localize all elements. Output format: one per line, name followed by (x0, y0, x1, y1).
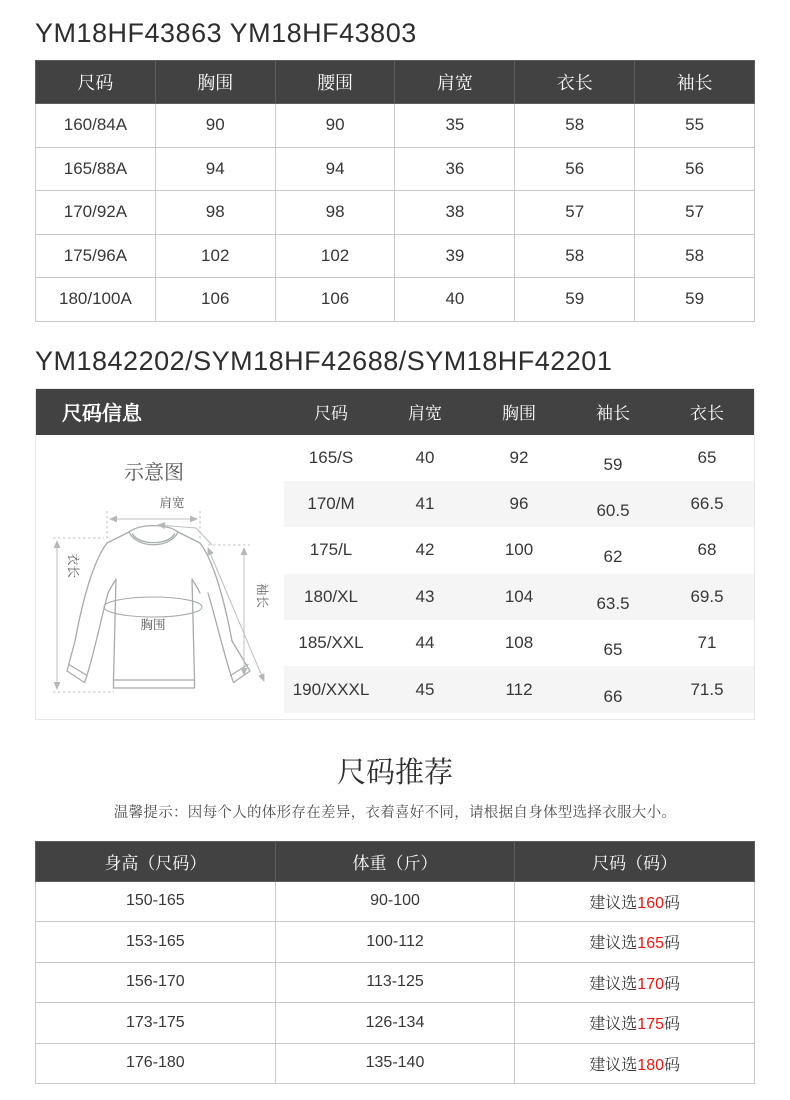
measurement-cell: 98 (275, 191, 395, 235)
table-row (36, 922, 755, 963)
recommendation-prefix: 建议选 (589, 975, 638, 993)
weight-range-cell: 135-140 (275, 1043, 515, 1084)
column-header: 腰围 (275, 61, 395, 104)
measurement-cell: 59 (603, 454, 623, 474)
product-codes-title-1: YM18HF43863 YM18HF43803 (35, 18, 417, 48)
recommendation-suffix: 码 (664, 1056, 681, 1074)
product-codes-title-2: YM1842202/SYM18HF42688/SYM18HF42201 (35, 345, 613, 376)
sleeve-length-label: 袖长 (255, 582, 269, 608)
column-header: 胸围 (155, 61, 275, 104)
column-header: 身高（尺码） (36, 841, 276, 881)
size-cell: 185/XXL (298, 633, 364, 653)
measurement-cell: 106 (155, 278, 275, 322)
measurement-cell: 40 (395, 278, 515, 322)
measurement-cell: 94 (275, 147, 395, 191)
recommendation-suffix: 码 (664, 935, 681, 953)
measurement-cell: 38 (395, 191, 515, 235)
column-header: 袖长 (596, 404, 630, 423)
recommended-size-cell (515, 881, 755, 922)
recommended-size-cell (515, 962, 755, 1003)
table-row (36, 1003, 755, 1044)
weight-range-cell: 126-134 (275, 1003, 515, 1044)
table-row (284, 620, 754, 666)
column-header: 体重（斤） (275, 841, 515, 881)
size-cell: 160/84A (36, 104, 156, 148)
measurement-cell: 68 (697, 540, 717, 560)
measurement-cell: 59 (515, 278, 635, 322)
measurement-cell: 96 (509, 494, 529, 514)
table-row (36, 147, 755, 191)
table-row (284, 435, 754, 481)
measurement-cell: 102 (155, 234, 275, 278)
measurement-cell: 42 (415, 540, 435, 560)
height-range-cell: 156-170 (36, 962, 276, 1003)
weight-range-cell: 100-112 (275, 922, 515, 963)
measurement-cell: 94 (155, 147, 275, 191)
measurement-cell: 71 (697, 633, 717, 653)
measurement-cell: 71.5 (690, 679, 724, 699)
measurement-cell: 90 (275, 104, 395, 148)
recommendation-prefix: 建议选 (589, 1056, 638, 1074)
height-range-cell: 176-180 (36, 1043, 276, 1084)
size-info-corner-label: 尺码信息 (62, 403, 142, 425)
height-range-cell: 153-165 (36, 922, 276, 963)
recommended-size-cell (515, 1043, 755, 1084)
measurement-cell: 43 (415, 586, 435, 606)
measurement-cell: 45 (415, 679, 435, 699)
table-row (36, 962, 755, 1003)
weight-range-cell: 113-125 (275, 962, 515, 1003)
size-cell: 175/L (309, 540, 353, 560)
measurement-cell: 41 (415, 494, 435, 514)
table-row (284, 527, 754, 573)
recommendation-prefix: 建议选 (589, 935, 638, 953)
table-row (36, 1043, 755, 1084)
measurement-cell: 106 (275, 278, 395, 322)
size-cell: 170/92A (36, 191, 156, 235)
measurement-cell: 55 (635, 104, 755, 148)
column-header: 胸围 (502, 404, 536, 423)
size-cell: 190/XXXL (292, 679, 370, 699)
size-cell: 180/100A (36, 278, 156, 322)
table-row (36, 278, 755, 322)
measurement-cell: 63.5 (596, 593, 630, 613)
column-header: 尺码 (314, 404, 348, 423)
height-range-cell: 150-165 (36, 881, 276, 922)
weight-range-cell: 90-100 (275, 881, 515, 922)
measurement-cell: 56 (515, 147, 635, 191)
recommended-size-value: 160 (637, 894, 664, 912)
table-row (36, 191, 755, 235)
recommended-size-cell (515, 1003, 755, 1044)
measurement-cell: 104 (504, 586, 534, 606)
table-row (284, 574, 754, 620)
size-cell: 170/M (307, 494, 355, 514)
size-recommendation-title: 尺码推荐 (336, 756, 453, 789)
measurement-cell: 35 (395, 104, 515, 148)
size-chart-page (0, 18, 790, 1084)
size-cell: 175/96A (36, 234, 156, 278)
shirt-diagram-illustration (36, 435, 284, 714)
column-header: 衣长 (690, 404, 724, 423)
column-header: 肩宽 (395, 61, 515, 104)
column-header: 衣长 (515, 61, 635, 104)
table-row (36, 881, 755, 922)
measurement-cell: 58 (515, 104, 635, 148)
column-header: 尺码 (36, 61, 156, 104)
recommendation-suffix: 码 (664, 1016, 681, 1034)
table-row (284, 666, 754, 712)
measurement-cell: 36 (395, 147, 515, 191)
size-cell: 180/XL (304, 586, 358, 606)
measurement-cell: 39 (395, 234, 515, 278)
recommendation-suffix: 码 (664, 975, 681, 993)
column-header: 袖长 (635, 61, 755, 104)
measurement-cell: 102 (275, 234, 395, 278)
shoulder-width-label: 肩宽 (159, 495, 185, 510)
measurement-cell: 58 (635, 234, 755, 278)
measurement-cell: 40 (415, 447, 435, 467)
table-row (36, 104, 755, 148)
measurement-cell: 100 (504, 540, 534, 560)
recommended-size-cell (515, 922, 755, 963)
column-header: 尺码（码） (515, 841, 755, 881)
measurement-cell: 65 (603, 640, 623, 660)
garment-length-label: 衣长 (66, 552, 80, 578)
measurement-cell: 57 (515, 191, 635, 235)
recommendation-prefix: 建议选 (589, 894, 638, 912)
measurement-cell: 90 (155, 104, 275, 148)
recommended-size-value: 165 (637, 935, 664, 953)
measurement-cell: 92 (509, 447, 529, 467)
diagram-title: 示意图 (124, 461, 184, 484)
recommended-size-value: 180 (637, 1056, 664, 1074)
garment-measure-diagram (36, 435, 284, 719)
height-range-cell: 173-175 (36, 1003, 276, 1044)
size-recommendation-table (35, 841, 755, 1085)
measurement-cell: 59 (635, 278, 755, 322)
size-recommendation-tip: 温馨提示：因每个人的体形存在差异，衣着喜好不同，请根据自身体型选择衣服大小。 (113, 804, 677, 821)
measurement-cell: 58 (515, 234, 635, 278)
size-table-1-header-row (36, 61, 755, 104)
measurement-cell: 69.5 (690, 586, 724, 606)
shirt-outline (67, 525, 250, 687)
recommendation-header-row (36, 841, 755, 881)
measure-guides (53, 511, 264, 692)
measurement-cell: 57 (635, 191, 755, 235)
column-header: 肩宽 (408, 404, 442, 423)
table-row (284, 481, 754, 527)
recommended-size-value: 175 (637, 1016, 664, 1034)
measurement-cell: 98 (155, 191, 275, 235)
measurement-cell: 44 (415, 633, 435, 653)
size-table-1 (35, 60, 755, 322)
measurement-cell: 62 (603, 547, 623, 567)
measurement-cell: 65 (697, 447, 717, 467)
size-info-table (35, 388, 755, 720)
measurement-cell: 108 (504, 633, 534, 653)
recommended-size-value: 170 (637, 975, 664, 993)
recommendation-prefix: 建议选 (589, 1016, 638, 1034)
measurement-cell: 60.5 (596, 501, 630, 521)
measurement-cell: 56 (635, 147, 755, 191)
table-row (36, 234, 755, 278)
size-cell: 165/S (308, 447, 354, 467)
measurement-cell: 66.5 (690, 494, 724, 514)
recommendation-suffix: 码 (664, 894, 681, 912)
chest-label: 胸围 (140, 617, 166, 632)
measurement-cell: 112 (505, 679, 533, 699)
size-cell: 165/88A (36, 147, 156, 191)
size-info-header-row (36, 389, 754, 435)
measurement-cell: 66 (603, 686, 623, 706)
